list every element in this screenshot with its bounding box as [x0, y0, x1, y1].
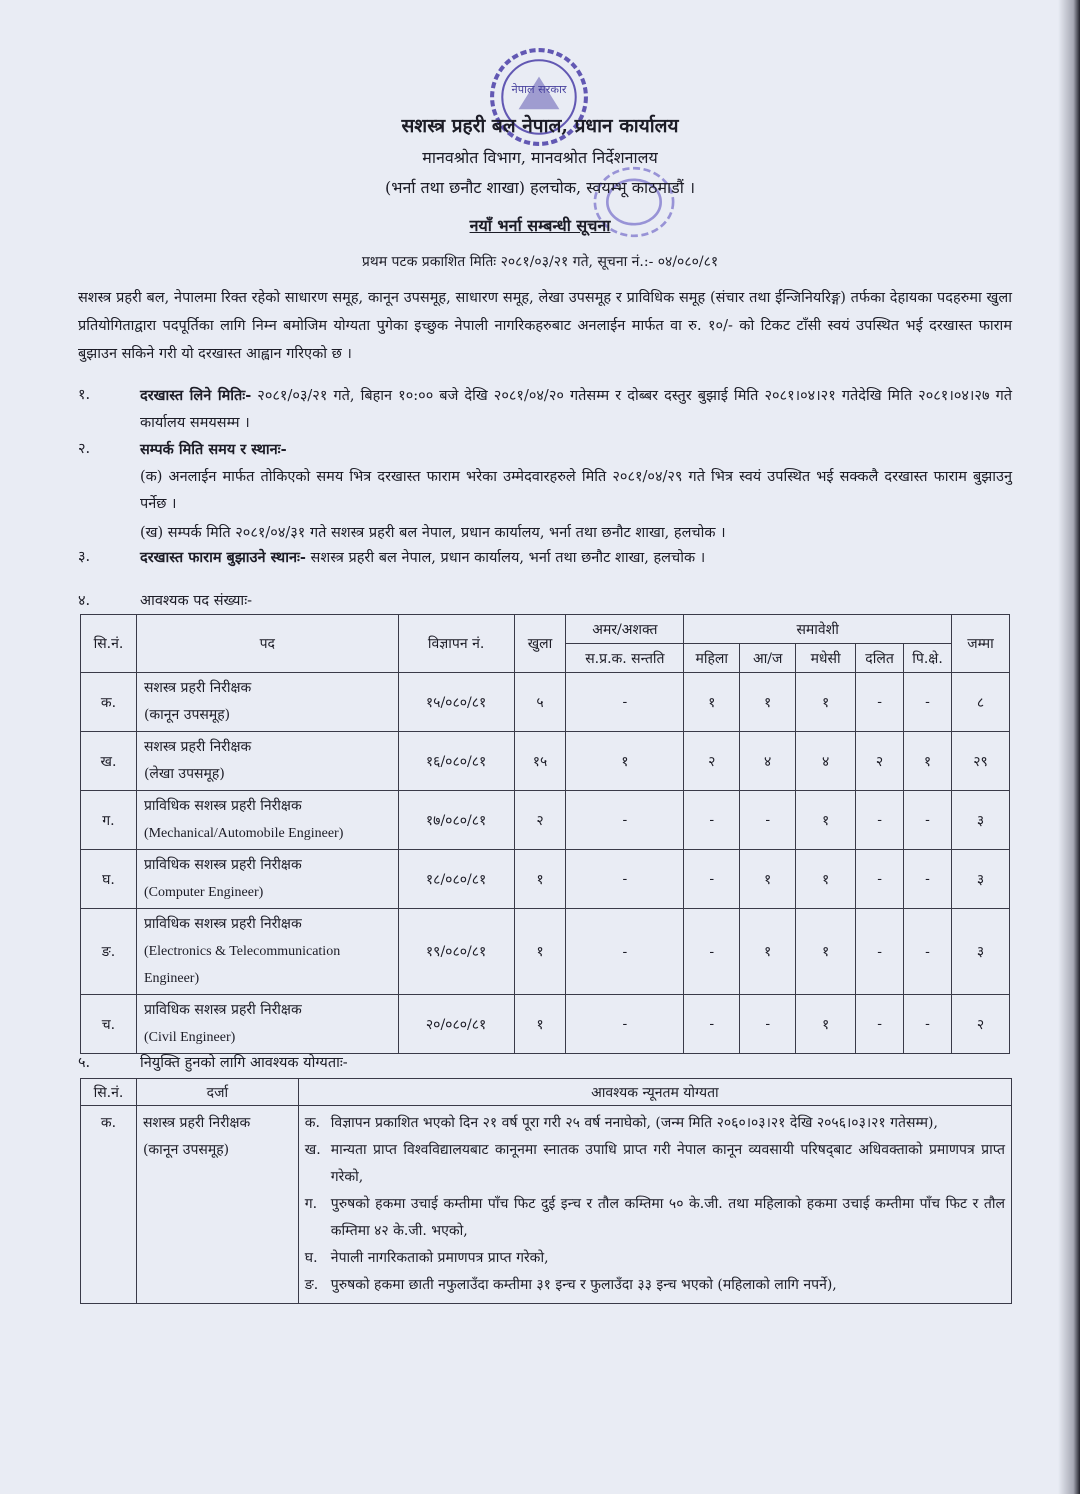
header-rank: दर्जा [136, 1079, 298, 1106]
cell-pikshe: - [904, 995, 952, 1054]
qualification-marker: ख. [304, 1142, 321, 1158]
cell-dalit: - [856, 995, 904, 1054]
header-aaja: आ/ज [740, 644, 796, 673]
cell-post [136, 850, 398, 909]
cell-post [136, 791, 398, 850]
header-sn: सि.नं. [81, 1079, 137, 1106]
cell-dalit: २ [856, 732, 904, 791]
post-name: प्राविधिक सशस्त्र प्रहरी निरीक्षक [143, 1002, 302, 1018]
cell-aaja: १ [740, 909, 796, 995]
qualification-item [305, 1272, 1005, 1299]
cell-dalit: - [856, 909, 904, 995]
table-row [81, 995, 1010, 1054]
table-row [81, 909, 1010, 995]
cell-madhesi: १ [796, 850, 856, 909]
header-amar: अमर/अशक्त [566, 615, 684, 644]
header-dalit: दलित [856, 644, 904, 673]
table-row [81, 791, 1010, 850]
qualification-text: पुरुषको हकमा उचाई कम्तीमा पाँच फिट दुई इन्च र तौल कम्तिमा ५० के.जी. तथा महिलाको हकमा उचाई कम्तीमा पाँच फिट र तौल कम्तिमा ४२ के.जी. भएको, [330, 1196, 1005, 1239]
cell-pikshe: - [904, 791, 952, 850]
cell-post [136, 909, 398, 995]
cell-pikshe: - [904, 850, 952, 909]
cell-dalit: - [856, 850, 904, 909]
cell-aaja: १ [740, 850, 796, 909]
post-name: प्राविधिक सशस्त्र प्रहरी निरीक्षक [143, 857, 302, 873]
cell-total: ३ [952, 850, 1010, 909]
post-sub: (Civil Engineer) [143, 1030, 236, 1045]
post-sub: (लेखा उपसमूह) [143, 766, 225, 782]
qualification-table [80, 1078, 1012, 1304]
cell-amar: - [566, 995, 684, 1054]
table-row [81, 732, 1010, 791]
post-sub: (Mechanical/Automobile Engineer) [143, 826, 344, 841]
qualification-marker: ङ. [304, 1277, 319, 1293]
header-sn: सि.नं. [81, 615, 137, 673]
cell-open: १५ [514, 732, 566, 791]
cell-amar: १ [566, 732, 684, 791]
post-name: सशस्त्र प्रहरी निरीक्षक [143, 739, 252, 755]
cell-women: - [684, 995, 740, 1054]
header-pikshe: पि.क्षे. [904, 644, 952, 673]
cell-amar: - [566, 791, 684, 850]
cell-sn: क. [81, 673, 137, 732]
header-adv: विज्ञापन नं. [398, 615, 514, 673]
qualification-item [305, 1245, 1005, 1272]
notice-title: नयाँ भर्ना सम्बन्धी सूचना [469, 216, 611, 235]
cell-women: १ [684, 673, 740, 732]
item-label: आवश्यक पद संख्याः- [140, 593, 253, 609]
item-text: सशस्त्र प्रहरी बल नेपाल, प्रधान कार्यालय, भर्ना तथा छनौट शाखा, हलचोक । [305, 550, 706, 566]
cell-open: १ [514, 850, 566, 909]
item-sub-a: (क) अनलाईन मार्फत तोकिएको समय भित्र दरखास्त फाराम भरेका उम्मेदवारहरुले मिति २०८१/०४/२९ गते भित्र स्वयं उपस्थित भई सक्कलै दरखास्त फाराम बुझाउनु पर्नेछ । [140, 469, 1012, 512]
cell-amar: - [566, 909, 684, 995]
qualification-text: नेपाली नागरिकताको प्रमाणपत्र प्राप्त गरेको, [330, 1250, 549, 1266]
item-label: दरखास्त फाराम बुझाउने स्थानः- [140, 549, 306, 566]
cell-amar: - [566, 673, 684, 732]
header-total: जम्मा [952, 615, 1010, 673]
cell-open: १ [514, 995, 566, 1054]
cell-adv: १६/०८०/८१ [398, 732, 514, 791]
qualification-marker: ग. [304, 1196, 318, 1212]
cell-rank [136, 1106, 298, 1304]
cell-total: ३ [952, 909, 1010, 995]
cell-madhesi: १ [796, 673, 856, 732]
qualification-text: विज्ञापन प्रकाशित भएको दिन २१ वर्ष पूरा गरी २५ वर्ष ननाघेको, (जन्म मिति २०६०।०३।२१ देखि २०५६।०३।२१ गतेसम्म), [330, 1115, 938, 1131]
cell-dalit: - [856, 673, 904, 732]
cell-pikshe: १ [904, 732, 952, 791]
cell-total: ८ [952, 673, 1010, 732]
item-number: ३. [78, 549, 91, 565]
cell-women: २ [684, 732, 740, 791]
cell-sn: क. [81, 1106, 137, 1304]
qualification-text: पुरुषको हकमा छाती नफुलाउँदा कम्तीमा ३१ इन्च र फुलाउँदा ३३ इन्च भएको (महिलाको लागि नपर्ने), [330, 1277, 837, 1293]
cell-adv: १९/०८०/८१ [398, 909, 514, 995]
item-label: दरखास्त लिने मितिः- [140, 387, 252, 404]
post-sub: (Computer Engineer) [143, 885, 264, 900]
cell-sn: च. [81, 995, 137, 1054]
rank-name: सशस्त्र प्रहरी निरीक्षक [142, 1115, 251, 1131]
cell-total: २ [952, 995, 1010, 1054]
post-name: प्राविधिक सशस्त्र प्रहरी निरीक्षक [143, 916, 302, 932]
cell-women: - [684, 850, 740, 909]
header-amar-sub: स.प्र.क. सन्तति [566, 644, 684, 673]
cell-madhesi: ४ [796, 732, 856, 791]
cell-sn: ङ. [81, 909, 137, 995]
cell-aaja: १ [740, 673, 796, 732]
publication-info: प्रथम पटक प्रकाशित मितिः २०८१/०३/२१ गते, सूचना नं.:- ०४/०८०/८१ [361, 254, 719, 270]
header-open: खुला [514, 615, 566, 673]
cell-pikshe: - [904, 673, 952, 732]
table-row [81, 1106, 1012, 1304]
post-sub: (Electronics & Telecommunication Engineer) [143, 944, 341, 986]
rank-sub: (कानून उपसमूह) [142, 1142, 230, 1158]
cell-post [136, 995, 398, 1054]
header-qual: आवश्यक न्यूनतम योग्यता [298, 1079, 1011, 1106]
department: मानवश्रोत विभाग, मानवश्रोत निर्देशनालय [422, 148, 658, 167]
item-sub-b: (ख) सम्पर्क मिति २०८१/०४/३१ गते सशस्त्र प्रहरी बल नेपाल, प्रधान कार्यालय, भर्ना तथा छनौट शाखा, हलचोक । [140, 525, 726, 541]
cell-qualifications [298, 1106, 1011, 1304]
header-post: पद [136, 615, 398, 673]
table-row [81, 673, 1010, 732]
cell-sn: ख. [81, 732, 137, 791]
cell-madhesi: १ [796, 995, 856, 1054]
item-text: २०८१/०३/२१ गते, बिहान १०:०० बजे देखि २०८१/०४/२० गतेसम्म र दोब्बर दस्तुर बुझाई मिति २०८१।०४।२१ गतेदेखि मिति २०८१।०४।२७ गते कार्यालय समयसम्म । [140, 388, 1012, 431]
item-number: १. [78, 387, 91, 403]
header-women: महिला [684, 644, 740, 673]
qualification-marker: क. [304, 1115, 320, 1131]
org-title: सशस्त्र प्रहरी बल नेपाल, प्रधान कार्यालय [401, 115, 679, 137]
item-label: सम्पर्क मिति समय र स्थानः- [140, 441, 287, 458]
cell-sn: घ. [81, 850, 137, 909]
cell-amar: - [566, 850, 684, 909]
cell-post [136, 673, 398, 732]
cell-open: ५ [514, 673, 566, 732]
cell-adv: १७/०८०/८१ [398, 791, 514, 850]
cell-adv: १५/०८०/८१ [398, 673, 514, 732]
cell-madhesi: १ [796, 791, 856, 850]
qualification-item [305, 1137, 1005, 1191]
branch: (भर्ना तथा छनौट शाखा) हलचोक, स्वयम्भू काठमाडौं । [384, 178, 696, 197]
cell-total: २९ [952, 732, 1010, 791]
post-name: सशस्त्र प्रहरी निरीक्षक [143, 680, 252, 696]
cell-open: १ [514, 909, 566, 995]
cell-open: २ [514, 791, 566, 850]
seal-text: नेपाल सरकार [511, 82, 567, 96]
table-row [81, 850, 1010, 909]
cell-pikshe: - [904, 909, 952, 995]
item-number: ५. [78, 1055, 91, 1071]
cell-adv: १८/०८०/८१ [398, 850, 514, 909]
cell-total: ३ [952, 791, 1010, 850]
item-number: २. [78, 441, 91, 457]
cell-aaja: ४ [740, 732, 796, 791]
cell-dalit: - [856, 791, 904, 850]
intro-paragraph: सशस्त्र प्रहरी बल, नेपालमा रिक्त रहेको साधारण समूह, कानून उपसमूह, साधारण समूह, लेखा उपसमूह र प्राविधिक समूह (संचार तथा ईन्जिनियरिङ्ग) तर्फका देहायका पदहरुमा खुला प्रतियोगिताद्वारा पदपूर्तिका लागि निम्न बमोजिम योग्यता पुगेका इच्छुक नेपाली नागरिकहरुबाट अनलाईन मार्फत वा रु. १०/- को टिकट टाँसी स्वयं उपस्थित भई दरखास्त फाराम बुझाउन सकिने गरी यो दरखास्त आह्वान गरिएको छ । [78, 290, 1012, 362]
header-inclusive: समावेशी [684, 615, 952, 644]
qualification-text: मान्यता प्राप्त विश्वविद्यालयबाट कानूनमा स्नातक उपाधि प्राप्त गरी नेपाल कानून व्यवसायी परिषद्‌बाट अधिवक्ताको प्रमाणपत्र प्राप्त गरेको, [330, 1142, 1005, 1185]
cell-madhesi: १ [796, 909, 856, 995]
cell-post [136, 732, 398, 791]
item-label: नियुक्ति हुनको लागि आवश्यक योग्यताः- [140, 1055, 348, 1071]
post-name: प्राविधिक सशस्त्र प्रहरी निरीक्षक [143, 798, 302, 814]
post-sub: (कानून उपसमूह) [143, 707, 231, 723]
cell-aaja: - [740, 995, 796, 1054]
qualification-item [305, 1110, 1005, 1137]
item-number: ४. [78, 593, 91, 609]
cell-sn: ग. [81, 791, 137, 850]
qualification-item [305, 1191, 1005, 1245]
header-madhesi: मधेसी [796, 644, 856, 673]
cell-women: - [684, 791, 740, 850]
cell-women: - [684, 909, 740, 995]
cell-aaja: - [740, 791, 796, 850]
qualification-marker: घ. [304, 1250, 318, 1266]
cell-adv: २०/०८०/८१ [398, 995, 514, 1054]
posts-table [80, 614, 1010, 1054]
